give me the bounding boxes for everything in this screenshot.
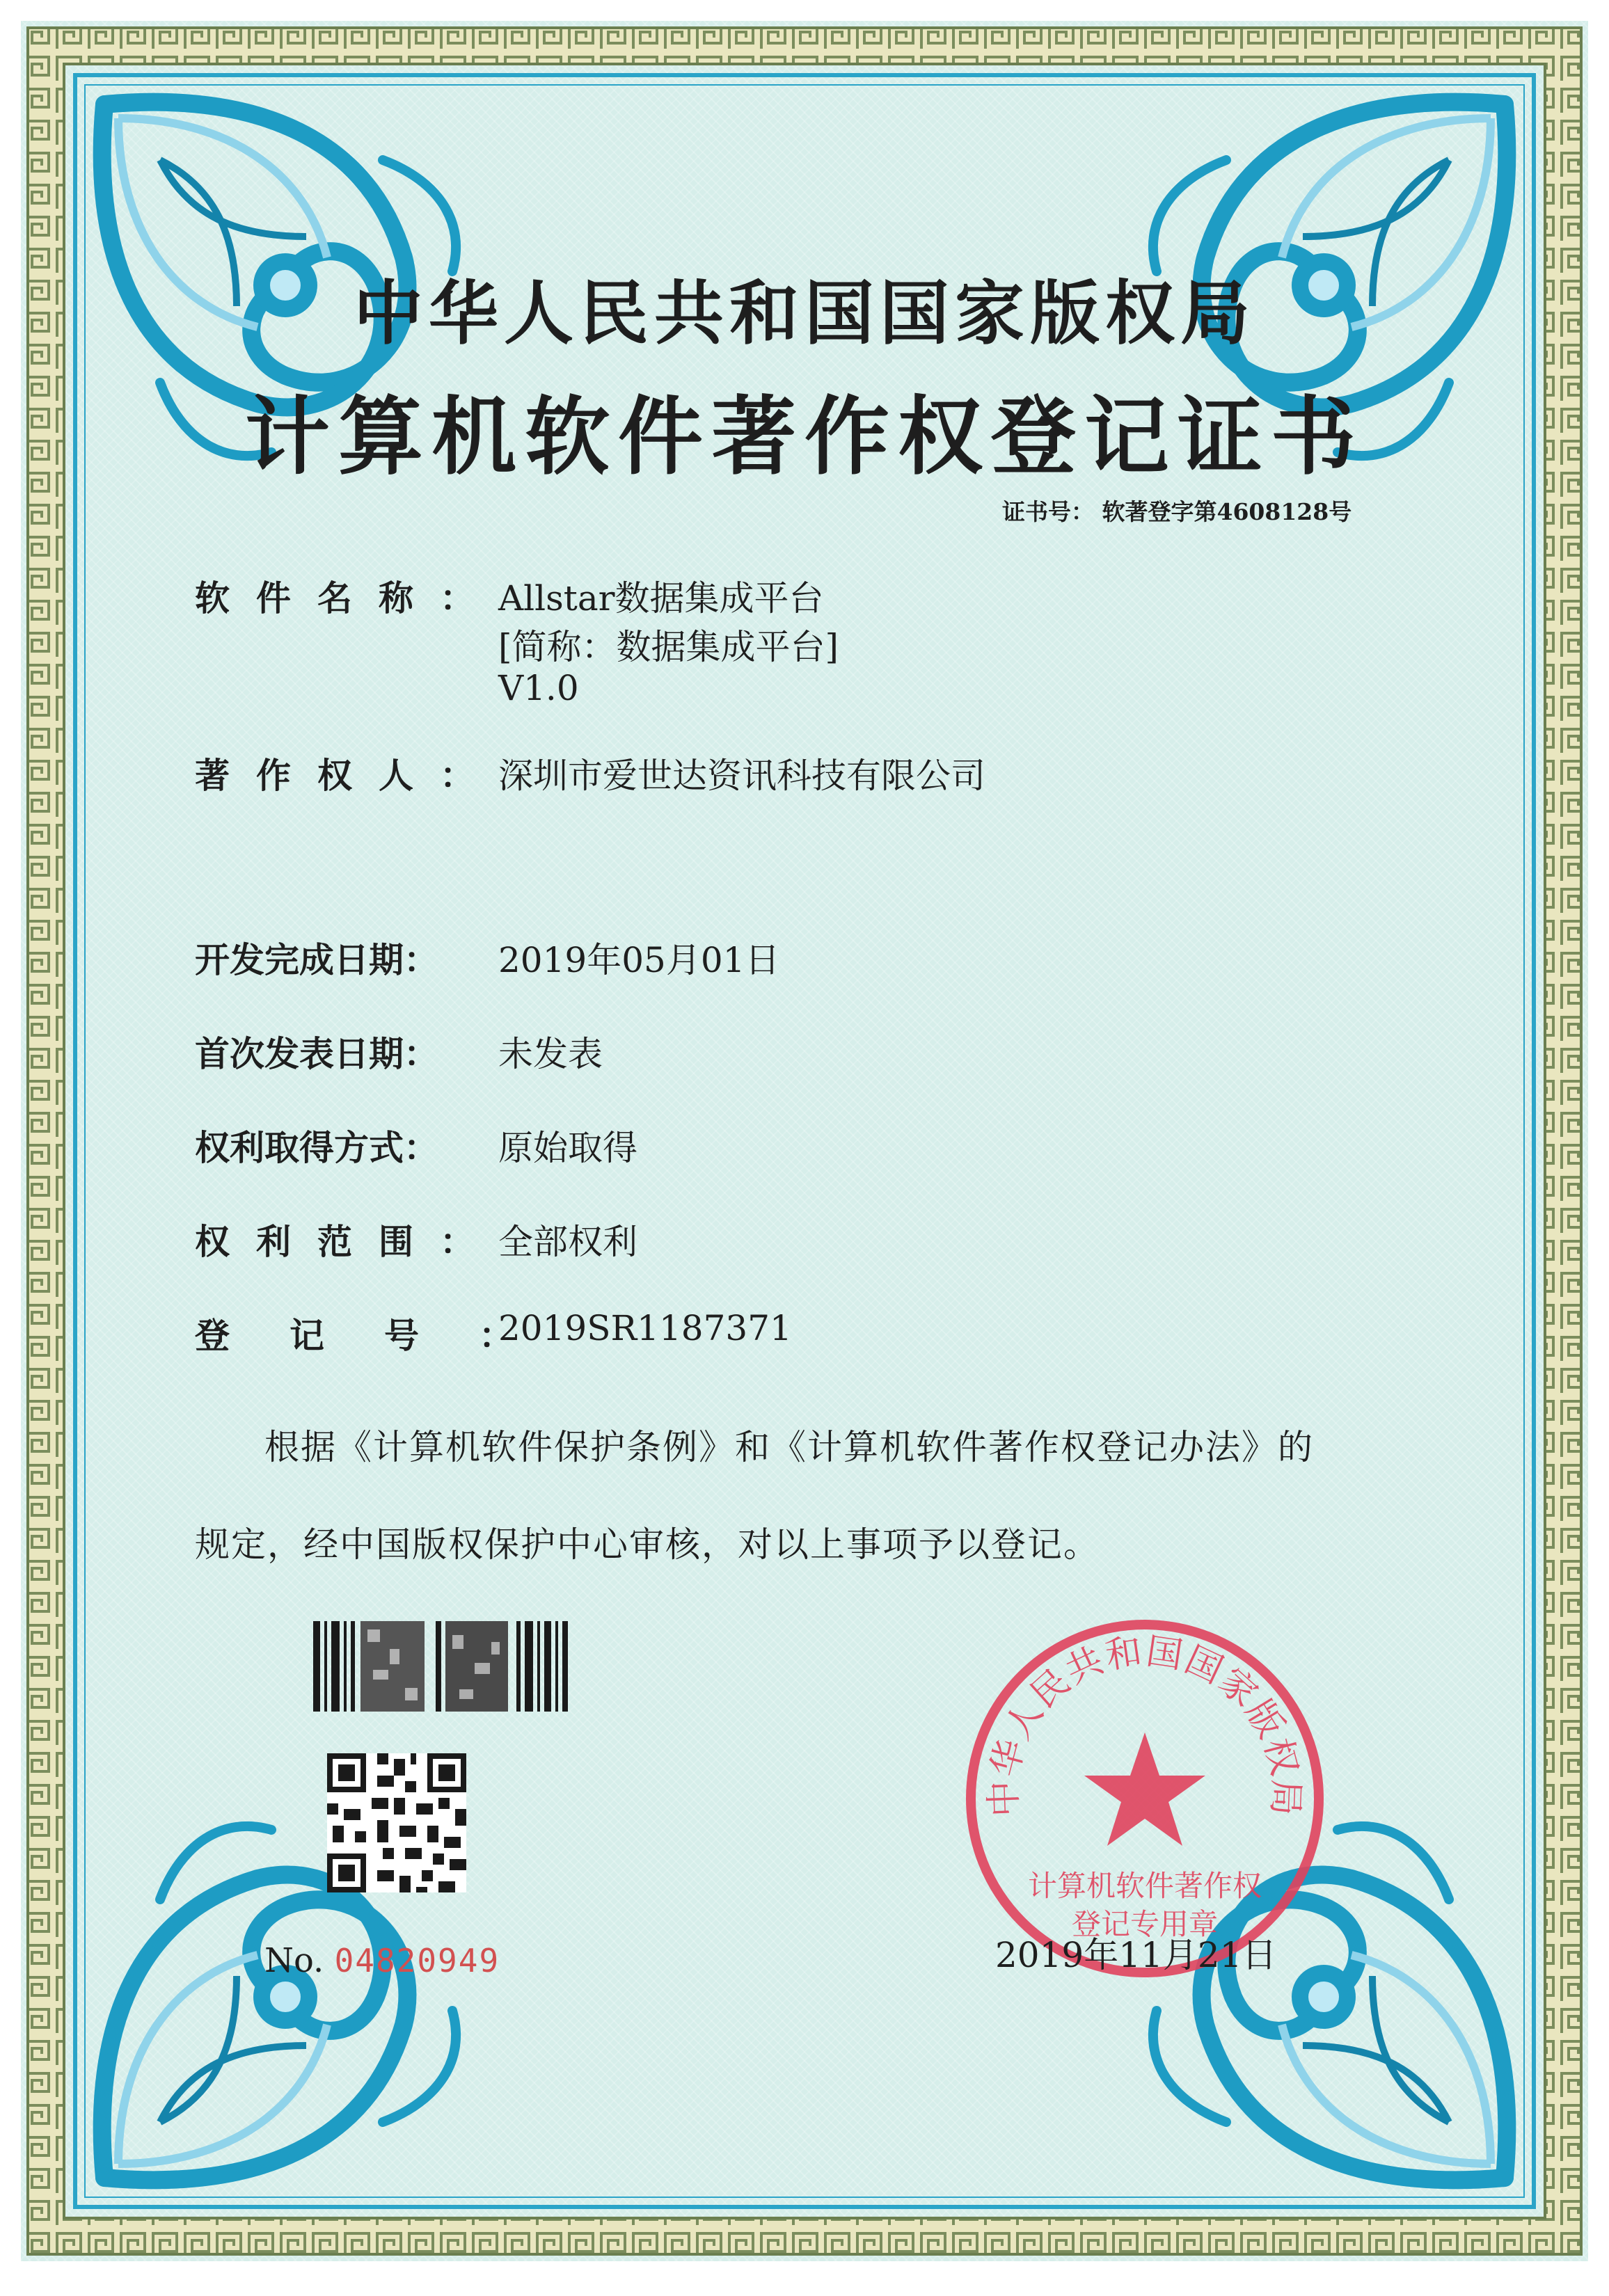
software-name-label: 软件名称：	[195, 577, 501, 619]
seal-line-1: 计算机软件著作权	[1027, 1869, 1262, 1903]
software-name-line-2: [简称：数据集成平台]	[498, 627, 839, 667]
acquisition-method-label: 权利取得方式：	[195, 1127, 438, 1168]
registration-number-value: 2019SR1187371	[498, 1308, 792, 1348]
first-publication-date-value: 未发表	[498, 1034, 603, 1074]
seal-line-2: 登记专用章	[1071, 1907, 1219, 1941]
serial-number-value: 04820949	[334, 1942, 500, 1979]
issuer-heading: 中华人民共和国国家版权局	[354, 272, 1255, 354]
statement-line-2: 规定，经中国版权保护中心审核，对以上事项予以登记。	[195, 1524, 1100, 1565]
copyright-owner-label: 著作权人：	[195, 755, 501, 796]
completion-date-label: 开发完成日期：	[195, 939, 438, 980]
qr-code	[327, 1753, 466, 1892]
scope-of-rights-value: 全部权利	[498, 1222, 637, 1262]
scope-of-rights-label: 权利范围：	[195, 1221, 501, 1262]
completion-date-value: 2019年05月01日	[498, 940, 780, 980]
copyright-owner-value: 深圳市爱世达资讯科技有限公司	[498, 756, 985, 796]
certificate-title: 计算机软件著作权登记证书	[245, 386, 1364, 486]
first-publication-date-label: 首次发表日期：	[195, 1033, 438, 1074]
seal-ring-text: 中华人民共和国国家版权局	[983, 1630, 1307, 1818]
acquisition-method-value: 原始取得	[498, 1128, 637, 1168]
registration-number-label: 登记号：	[195, 1315, 573, 1356]
certificate-number-label: 证书号：	[1002, 498, 1094, 525]
issue-date: 2019年11月21日	[995, 1935, 1277, 1975]
software-name-line-3: V1.0	[498, 668, 579, 708]
statement-line-1: 根据《计算机软件保护条例》和《计算机软件著作权登记办法》的	[264, 1427, 1314, 1467]
certificate	[21, 21, 1588, 2261]
certificate-number-value: 软著登字第4608128号	[1102, 498, 1352, 525]
serial-number	[264, 1941, 500, 1980]
serial-prefix: No.	[264, 1941, 324, 1980]
barcode	[313, 1621, 578, 1712]
certificate-number	[1002, 494, 1352, 527]
software-name-line-1: Allstar数据集成平台	[498, 578, 824, 619]
